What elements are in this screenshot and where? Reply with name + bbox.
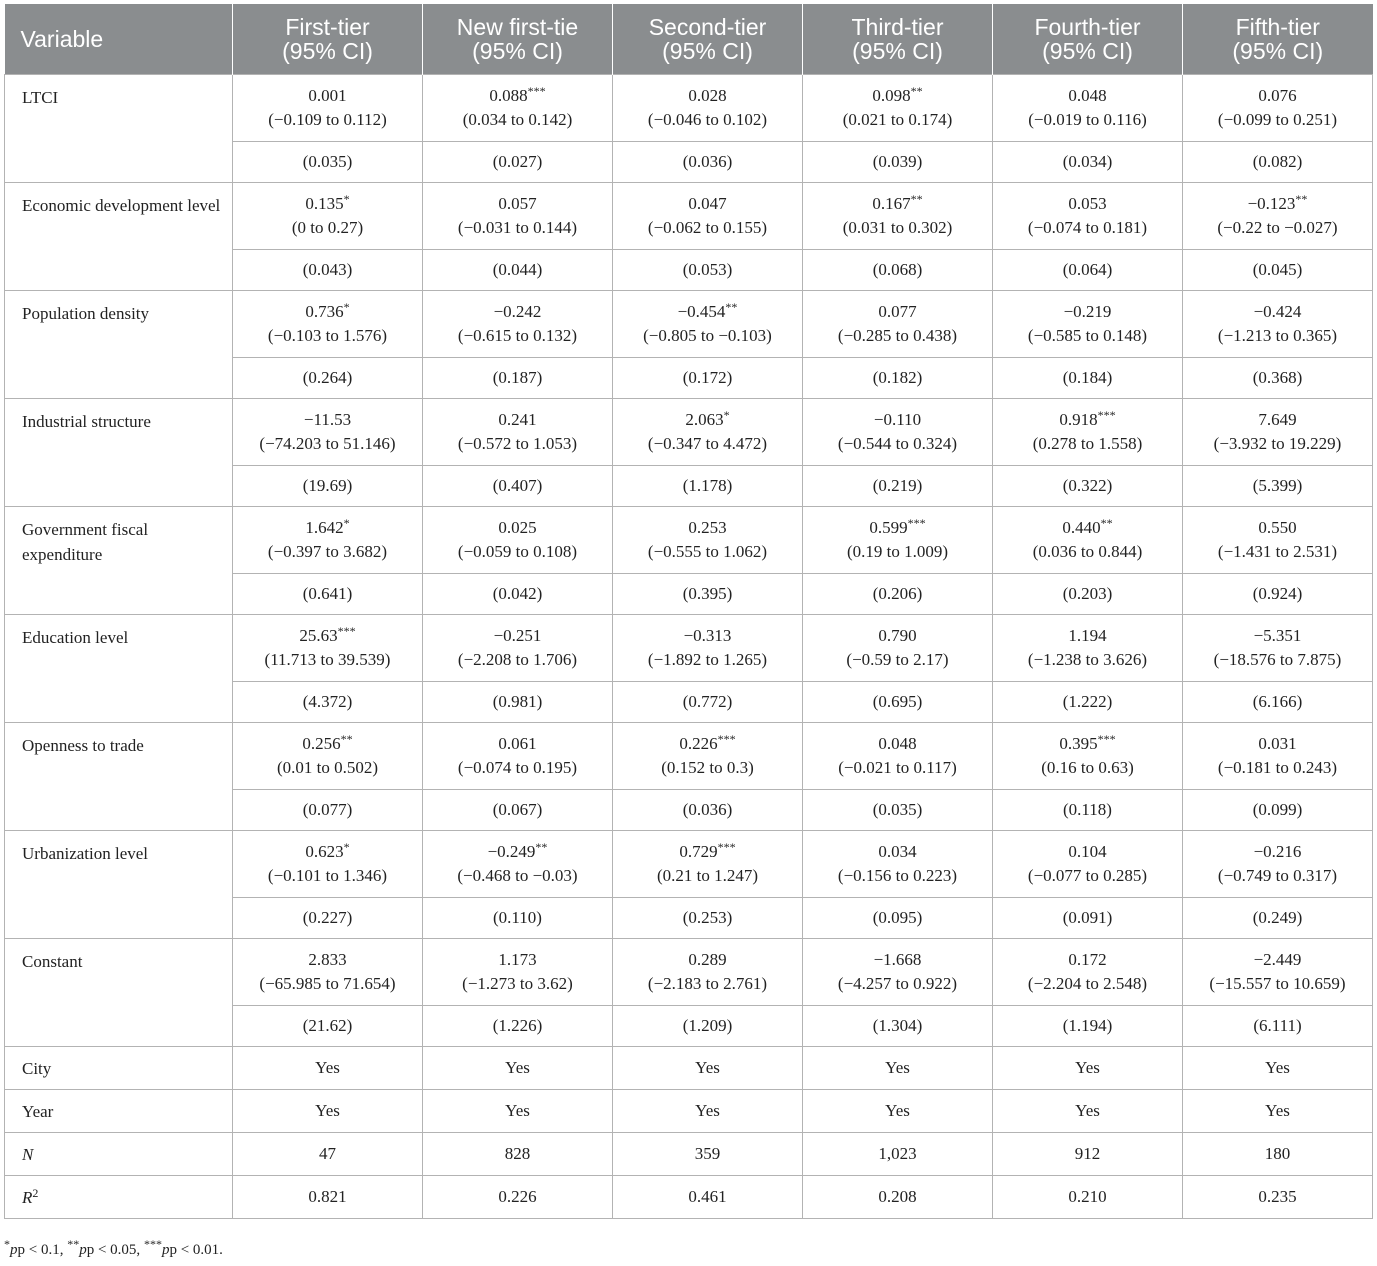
confidence-interval: (0.21 to 1.247)	[656, 866, 759, 885]
coefficient: 1.173	[498, 950, 537, 969]
coefficient: 0.047	[688, 194, 727, 213]
coef-cell	[423, 615, 613, 682]
summary-value: Yes	[233, 1090, 423, 1133]
summary-label	[5, 1176, 233, 1219]
standard-error: (0.077)	[233, 790, 423, 831]
summary-value: 0.461	[613, 1176, 803, 1219]
coefficient: 25.63***	[299, 624, 356, 645]
coef-cell	[613, 183, 803, 250]
coefficient: 0.077	[878, 302, 917, 321]
table-body	[5, 75, 1373, 1219]
coef-row	[5, 183, 1373, 250]
standard-error: (0.187)	[423, 358, 613, 399]
confidence-interval: (−0.805 to −0.103)	[643, 326, 772, 345]
coef-cell	[803, 183, 993, 250]
confidence-interval: (0.16 to 0.63)	[1041, 758, 1134, 777]
coefficient: 0.226***	[679, 732, 736, 753]
coef-cell	[993, 615, 1183, 682]
confidence-interval: (−0.397 to 3.682)	[267, 542, 388, 561]
standard-error: (1.209)	[613, 1006, 803, 1047]
coef-cell	[993, 831, 1183, 898]
coef-cell	[233, 939, 423, 1006]
coef-cell	[233, 615, 423, 682]
coefficient: −0.454**	[677, 300, 738, 321]
coefficient: 0.729***	[679, 840, 736, 861]
standard-error: (0.695)	[803, 682, 993, 723]
standard-error: (0.036)	[613, 142, 803, 183]
confidence-interval: (−0.019 to 0.116)	[1028, 110, 1147, 129]
standard-error: (0.368)	[1183, 358, 1373, 399]
confidence-interval: (0.036 to 0.844)	[1032, 542, 1143, 561]
coefficient: −0.313	[683, 626, 732, 645]
standard-error: (0.067)	[423, 790, 613, 831]
variable-label: Constant	[5, 939, 233, 1047]
confidence-interval: (0.031 to 0.302)	[842, 218, 953, 237]
confidence-interval: (−0.103 to 1.576)	[267, 326, 388, 345]
coefficient: −11.53	[303, 410, 352, 429]
standard-error: (0.082)	[1183, 142, 1373, 183]
coef-cell	[993, 291, 1183, 358]
coef-cell	[803, 939, 993, 1006]
coefficient: 0.790	[878, 626, 917, 645]
coef-cell	[423, 291, 613, 358]
coefficient: 7.649	[1258, 410, 1297, 429]
variable-label: Government fiscal expenditure	[5, 507, 233, 615]
confidence-interval: (−0.077 to 0.285)	[1027, 866, 1148, 885]
confidence-interval: (−0.572 to 1.053)	[457, 434, 578, 453]
coef-cell	[233, 399, 423, 466]
standard-error: (0.053)	[613, 250, 803, 291]
coef-cell	[993, 507, 1183, 574]
coef-row	[5, 291, 1373, 358]
coef-cell	[1183, 723, 1373, 790]
coef-cell	[233, 183, 423, 250]
variable-label: Population density	[5, 291, 233, 399]
confidence-interval: (−0.347 to 4.472)	[647, 434, 768, 453]
coef-cell	[803, 75, 993, 142]
confidence-interval: (−0.099 to 0.251)	[1217, 110, 1338, 129]
coef-cell	[613, 291, 803, 358]
standard-error: (0.099)	[1183, 790, 1373, 831]
coefficient: 1.194	[1068, 626, 1107, 645]
coefficient: 0.057	[498, 194, 537, 213]
coef-row	[5, 399, 1373, 466]
coefficient: 0.241	[498, 410, 537, 429]
confidence-interval: (0 to 0.27)	[291, 218, 364, 237]
standard-error: (0.981)	[423, 682, 613, 723]
confidence-interval: (−0.074 to 0.181)	[1027, 218, 1148, 237]
coefficient: 2.833	[308, 950, 347, 969]
coef-cell	[803, 507, 993, 574]
coef-cell	[1183, 183, 1373, 250]
standard-error: (0.043)	[233, 250, 423, 291]
coefficient: 0.034	[878, 842, 917, 861]
standard-error: (1.194)	[993, 1006, 1183, 1047]
significance-footnote: *pp < 0.1, **pp < 0.05, ***pp < 0.01.	[4, 1237, 223, 1258]
summary-label	[5, 1090, 233, 1133]
coef-cell	[233, 507, 423, 574]
coef-cell	[613, 723, 803, 790]
standard-error: (0.027)	[423, 142, 613, 183]
coefficient: −5.351	[1253, 626, 1302, 645]
variable-label: Economic development level	[5, 183, 233, 291]
standard-error: (0.042)	[423, 574, 613, 615]
coefficient: −0.251	[493, 626, 542, 645]
coef-cell	[613, 615, 803, 682]
confidence-interval: (−2.183 to 2.761)	[647, 974, 768, 993]
confidence-interval: (0.19 to 1.009)	[846, 542, 949, 561]
coef-cell	[613, 75, 803, 142]
confidence-interval: (−0.062 to 0.155)	[647, 218, 768, 237]
coefficient: −0.424	[1253, 302, 1302, 321]
summary-value: Yes	[423, 1047, 613, 1090]
summary-label	[5, 1133, 233, 1176]
coef-row	[5, 723, 1373, 790]
regression-table	[4, 4, 1373, 1219]
summary-value: Yes	[613, 1047, 803, 1090]
coefficient: 0.736*	[305, 300, 350, 321]
summary-row	[5, 1176, 1373, 1219]
confidence-interval: (−65.985 to 71.654)	[259, 974, 396, 993]
header-col-6: Fifth-tier (95% CI)	[1183, 4, 1373, 75]
confidence-interval: (−0.181 to 0.243)	[1217, 758, 1338, 777]
coef-cell	[233, 291, 423, 358]
coef-cell	[423, 831, 613, 898]
coefficient: 0.025	[498, 518, 537, 537]
summary-value: 47	[233, 1133, 423, 1176]
standard-error: (0.407)	[423, 466, 613, 507]
summary-value: 180	[1183, 1133, 1373, 1176]
confidence-interval: (11.713 to 39.539)	[264, 650, 391, 669]
coefficient: 0.395***	[1059, 732, 1116, 753]
standard-error: (6.166)	[1183, 682, 1373, 723]
standard-error: (0.035)	[803, 790, 993, 831]
confidence-interval: (−0.285 to 0.438)	[837, 326, 958, 345]
confidence-interval: (−0.074 to 0.195)	[457, 758, 578, 777]
summary-label-text: N	[22, 1144, 34, 1164]
standard-error: (0.264)	[233, 358, 423, 399]
standard-error: (0.034)	[993, 142, 1183, 183]
confidence-interval: (−1.213 to 0.365)	[1217, 326, 1338, 345]
coefficient: 0.098**	[872, 84, 923, 105]
coefficient: −0.249**	[487, 840, 548, 861]
header-col-1: First-tier (95% CI)	[233, 4, 423, 75]
standard-error: (0.203)	[993, 574, 1183, 615]
coef-cell	[423, 399, 613, 466]
standard-error: (0.172)	[613, 358, 803, 399]
confidence-interval: (−2.204 to 2.548)	[1027, 974, 1148, 993]
header-variable: Variable	[5, 4, 233, 75]
coef-cell	[803, 615, 993, 682]
coefficient: −0.110	[873, 410, 922, 429]
standard-error: (0.091)	[993, 898, 1183, 939]
summary-value: Yes	[1183, 1047, 1373, 1090]
summary-value: 0.226	[423, 1176, 613, 1219]
coef-cell	[233, 723, 423, 790]
confidence-interval: (−0.109 to 0.112)	[268, 110, 387, 129]
coefficient: 0.623*	[305, 840, 350, 861]
coef-cell	[1183, 291, 1373, 358]
standard-error: (1.226)	[423, 1006, 613, 1047]
coefficient: −0.123**	[1247, 192, 1308, 213]
summary-label-text: Year	[22, 1101, 54, 1121]
coef-cell	[993, 399, 1183, 466]
coef-cell	[613, 831, 803, 898]
confidence-interval: (−0.749 to 0.317)	[1217, 866, 1338, 885]
coefficient: 0.061	[498, 734, 537, 753]
confidence-interval: (−74.203 to 51.146)	[259, 434, 396, 453]
confidence-interval: (−0.059 to 0.108)	[457, 542, 578, 561]
standard-error: (0.095)	[803, 898, 993, 939]
confidence-interval: (−0.585 to 0.148)	[1027, 326, 1148, 345]
confidence-interval: (0.152 to 0.3)	[661, 758, 754, 777]
summary-value: Yes	[1183, 1090, 1373, 1133]
coefficient: 0.253	[688, 518, 727, 537]
coefficient: 0.135*	[305, 192, 350, 213]
coefficient: 0.599***	[869, 516, 926, 537]
coefficient: 0.001	[308, 86, 347, 105]
coefficient: 0.053	[1068, 194, 1107, 213]
coef-row	[5, 615, 1373, 682]
coef-cell	[803, 723, 993, 790]
confidence-interval: (−0.046 to 0.102)	[647, 110, 768, 129]
confidence-interval: (−18.576 to 7.875)	[1213, 650, 1342, 669]
confidence-interval: (−0.156 to 0.223)	[837, 866, 958, 885]
coef-cell	[993, 939, 1183, 1006]
standard-error: (0.227)	[233, 898, 423, 939]
confidence-interval: (−4.257 to 0.922)	[837, 974, 958, 993]
coefficient: 0.031	[1258, 734, 1297, 753]
summary-value: Yes	[613, 1090, 803, 1133]
coefficient: −0.219	[1063, 302, 1112, 321]
summary-label-text: R	[22, 1187, 33, 1207]
coefficient: 0.048	[1068, 86, 1107, 105]
confidence-interval: (0.278 to 1.558)	[1032, 434, 1143, 453]
confidence-interval: (−1.892 to 1.265)	[647, 650, 768, 669]
coef-cell	[613, 507, 803, 574]
coefficient: 0.289	[688, 950, 727, 969]
coef-cell	[423, 939, 613, 1006]
variable-label: Openness to trade	[5, 723, 233, 831]
standard-error: (0.184)	[993, 358, 1183, 399]
coefficient: −2.449	[1253, 950, 1302, 969]
coefficient: 0.028	[688, 86, 727, 105]
standard-error: (0.044)	[423, 250, 613, 291]
coef-cell	[1183, 75, 1373, 142]
summary-label-text: City	[22, 1058, 52, 1078]
coef-cell	[1183, 939, 1373, 1006]
coefficient: 0.167**	[872, 192, 923, 213]
confidence-interval: (−0.468 to −0.03)	[457, 866, 578, 885]
coef-row	[5, 75, 1373, 142]
variable-label: Education level	[5, 615, 233, 723]
standard-error: (1.304)	[803, 1006, 993, 1047]
coef-cell	[1183, 399, 1373, 466]
coef-row	[5, 939, 1373, 1006]
summary-value: Yes	[803, 1090, 993, 1133]
summary-value: Yes	[993, 1047, 1183, 1090]
summary-value: Yes	[423, 1090, 613, 1133]
coef-cell	[803, 831, 993, 898]
summary-value: 0.210	[993, 1176, 1183, 1219]
summary-label	[5, 1047, 233, 1090]
coefficient: 0.550	[1258, 518, 1297, 537]
summary-value: 912	[993, 1133, 1183, 1176]
coefficient: −0.242	[493, 302, 542, 321]
coefficient: 0.048	[878, 734, 917, 753]
standard-error: (1.178)	[613, 466, 803, 507]
standard-error: (0.118)	[993, 790, 1183, 831]
standard-error: (0.924)	[1183, 574, 1373, 615]
summary-value: Yes	[803, 1047, 993, 1090]
standard-error: (0.035)	[233, 142, 423, 183]
standard-error: (0.036)	[613, 790, 803, 831]
coef-row	[5, 507, 1373, 574]
summary-value: 1,023	[803, 1133, 993, 1176]
coef-cell	[613, 939, 803, 1006]
variable-label: Urbanization level	[5, 831, 233, 939]
coefficient: 0.104	[1068, 842, 1107, 861]
summary-row	[5, 1133, 1373, 1176]
confidence-interval: (−0.22 to −0.027)	[1217, 218, 1338, 237]
coef-cell	[233, 831, 423, 898]
coef-cell	[1183, 615, 1373, 682]
summary-value: 0.208	[803, 1176, 993, 1219]
summary-value: 828	[423, 1133, 613, 1176]
confidence-interval: (−1.431 to 2.531)	[1217, 542, 1338, 561]
coefficient: 0.172	[1068, 950, 1107, 969]
standard-error: (0.322)	[993, 466, 1183, 507]
confidence-interval: (0.021 to 0.174)	[842, 110, 953, 129]
variable-label: Industrial structure	[5, 399, 233, 507]
standard-error: (0.219)	[803, 466, 993, 507]
coef-cell	[233, 75, 423, 142]
confidence-interval: (−1.273 to 3.62)	[462, 974, 573, 993]
coefficient: −0.216	[1253, 842, 1302, 861]
summary-row	[5, 1090, 1373, 1133]
standard-error: (0.206)	[803, 574, 993, 615]
confidence-interval: (−0.031 to 0.144)	[457, 218, 578, 237]
standard-error: (21.62)	[233, 1006, 423, 1047]
confidence-interval: (−0.021 to 0.117)	[838, 758, 957, 777]
standard-error: (0.064)	[993, 250, 1183, 291]
coefficient: 0.088***	[489, 84, 546, 105]
standard-error: (4.372)	[233, 682, 423, 723]
standard-error: (1.222)	[993, 682, 1183, 723]
header-col-5: Fourth-tier (95% CI)	[993, 4, 1183, 75]
standard-error: (0.253)	[613, 898, 803, 939]
standard-error: (6.111)	[1183, 1006, 1373, 1047]
summary-value: Yes	[233, 1047, 423, 1090]
standard-error: (0.068)	[803, 250, 993, 291]
header-col-2: New first-tie (95% CI)	[423, 4, 613, 75]
summary-row	[5, 1047, 1373, 1090]
confidence-interval: (−0.544 to 0.324)	[837, 434, 958, 453]
confidence-interval: (−0.615 to 0.132)	[457, 326, 578, 345]
summary-value: Yes	[993, 1090, 1183, 1133]
confidence-interval: (0.01 to 0.502)	[276, 758, 379, 777]
coef-cell	[423, 75, 613, 142]
coef-row	[5, 831, 1373, 898]
standard-error: (0.641)	[233, 574, 423, 615]
standard-error: (5.399)	[1183, 466, 1373, 507]
confidence-interval: (−0.59 to 2.17)	[846, 650, 949, 669]
standard-error: (0.045)	[1183, 250, 1373, 291]
standard-error: (0.039)	[803, 142, 993, 183]
standard-error: (0.110)	[423, 898, 613, 939]
confidence-interval: (−1.238 to 3.626)	[1027, 650, 1148, 669]
confidence-interval: (−15.557 to 10.659)	[1209, 974, 1346, 993]
coef-cell	[803, 291, 993, 358]
header-col-4: Third-tier (95% CI)	[803, 4, 993, 75]
coef-cell	[803, 399, 993, 466]
coefficient: 0.076	[1258, 86, 1297, 105]
header-row	[5, 4, 1373, 75]
standard-error: (0.772)	[613, 682, 803, 723]
coefficient: −1.668	[873, 950, 922, 969]
standard-error: (0.249)	[1183, 898, 1373, 939]
confidence-interval: (0.034 to 0.142)	[462, 110, 573, 129]
standard-error: (0.182)	[803, 358, 993, 399]
summary-value: 359	[613, 1133, 803, 1176]
coef-cell	[993, 183, 1183, 250]
variable-label: LTCI	[5, 75, 233, 183]
confidence-interval: (−0.555 to 1.062)	[647, 542, 768, 561]
coefficient: 0.256**	[302, 732, 353, 753]
r-squared-superscript: 2	[32, 1185, 39, 1200]
summary-value: 0.821	[233, 1176, 423, 1219]
confidence-interval: (−0.101 to 1.346)	[267, 866, 388, 885]
header-col-3: Second-tier (95% CI)	[613, 4, 803, 75]
coef-cell	[1183, 831, 1373, 898]
coefficient: 2.063*	[685, 408, 730, 429]
standard-error: (19.69)	[233, 466, 423, 507]
coef-cell	[423, 183, 613, 250]
confidence-interval: (−2.208 to 1.706)	[457, 650, 578, 669]
coef-cell	[993, 75, 1183, 142]
coef-cell	[423, 507, 613, 574]
coef-cell	[613, 399, 803, 466]
confidence-interval: (−3.932 to 19.229)	[1213, 434, 1342, 453]
coef-cell	[423, 723, 613, 790]
coefficient: 0.918***	[1059, 408, 1116, 429]
coef-cell	[993, 723, 1183, 790]
coefficient: 1.642*	[305, 516, 350, 537]
summary-value: 0.235	[1183, 1176, 1373, 1219]
coefficient: 0.440**	[1062, 516, 1113, 537]
coef-cell	[1183, 507, 1373, 574]
standard-error: (0.395)	[613, 574, 803, 615]
